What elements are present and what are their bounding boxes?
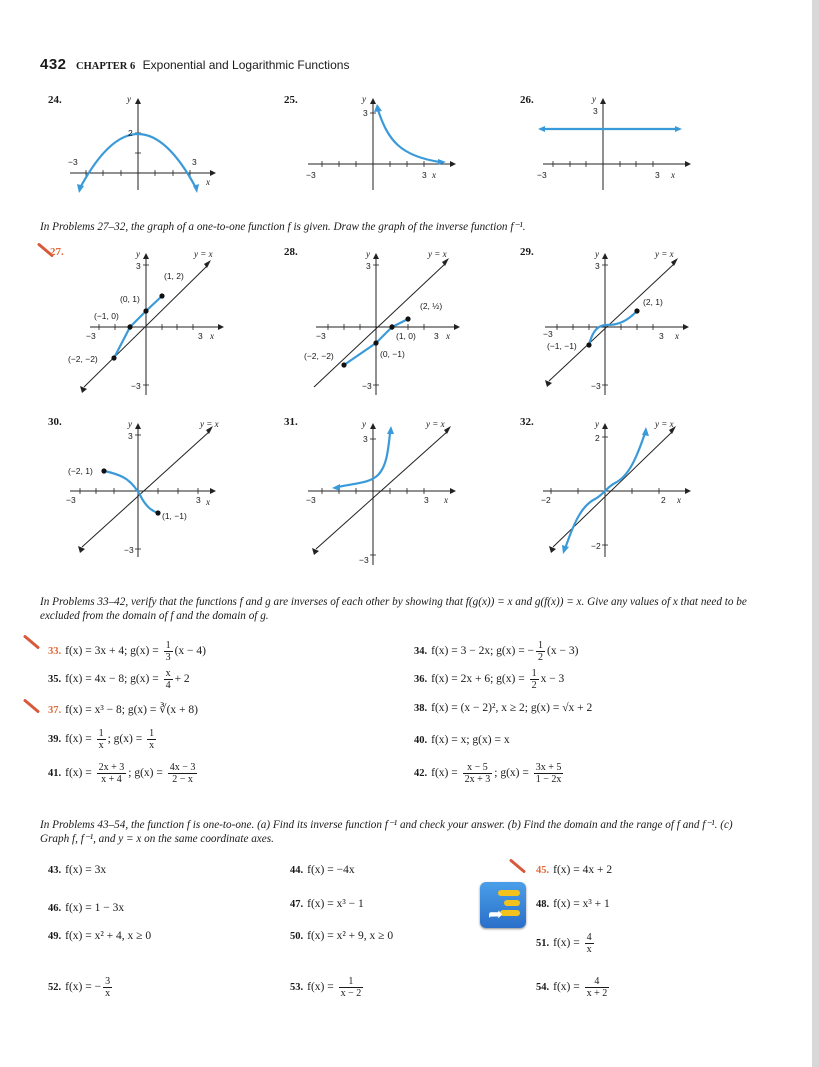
x-arrow-icon <box>450 161 456 167</box>
problem-33 <box>48 640 206 663</box>
x-tick-pos-label: 2 <box>661 495 666 505</box>
problem-number: 42. <box>414 768 428 780</box>
point-label: (−2, −2) <box>68 354 98 364</box>
expr: f(x) = 4x − 8; g(x) = <box>65 673 162 686</box>
y-axis-label: y <box>592 94 596 104</box>
x-tick-neg-label: −3 <box>306 170 316 180</box>
fraction: $\frac{3}{x}$ <box>105 976 111 999</box>
problem-38 <box>414 702 592 714</box>
expr: ; g(x) = <box>494 767 532 780</box>
expr: f(x) = x³ − 8; g(x) = ∛(x + 8) <box>65 704 198 716</box>
expr: f(x) = x; g(x) = x <box>431 734 510 746</box>
problem-number: 35. <box>48 674 62 686</box>
x-arrow-icon <box>218 324 224 330</box>
problem-number-27: 27. <box>50 246 64 258</box>
problem-number: 38. <box>414 703 428 714</box>
problem-43 <box>48 864 106 876</box>
expr: (x − 4) <box>174 645 206 658</box>
y-tick-label: 3 <box>363 108 368 118</box>
identity-line <box>314 263 446 387</box>
problem-number: 36. <box>414 674 428 686</box>
fraction: $\frac{2x + 3}{x + 4}$ <box>98 762 125 785</box>
y-tick-label: 3 <box>128 431 133 441</box>
line-arrow-icon <box>78 546 85 553</box>
y-tick-neg-label: −3 <box>362 381 372 391</box>
x-arrow-icon <box>210 170 216 176</box>
problem-46 <box>48 902 124 914</box>
problem-number: 48. <box>536 899 550 910</box>
y-tick-label: 2 <box>128 128 133 138</box>
x-arrow-icon <box>210 488 216 494</box>
expr: f(x) = <box>553 981 583 994</box>
y-axis-label: y <box>595 419 599 429</box>
y-axis-label: y <box>366 249 370 259</box>
identity-line-label: y = x <box>426 419 445 429</box>
problem-37 <box>48 702 198 716</box>
curve-30 <box>104 471 158 513</box>
x-tick-neg-label: −3 <box>306 495 316 505</box>
curve-25 <box>378 110 440 162</box>
expr: f(x) = 2x + 6; g(x) = <box>431 673 528 686</box>
instructions-27-32: In Problems 27–32, the graph of a one-to-one function f is given. Draw the graph of the inverse function f⁻¹. <box>40 221 526 233</box>
x-tick-pos-label: 3 <box>659 331 664 341</box>
x-axis-label: x <box>432 170 436 180</box>
y-tick-label: 3 <box>366 261 371 271</box>
instructions-43-54: In Problems 43–54, the function f is one-to-one. (a) Find its inverse function f⁻¹ and check your answer. (b) Find the domain and the range of f and f⁻¹. (c) Graph f, f⁻¹, and y = x on the same coordinate axes. <box>40 819 733 845</box>
problem-number: 49. <box>48 931 62 942</box>
problem-number-31: 31. <box>284 416 298 428</box>
problem-number: 46. <box>48 903 62 914</box>
expr: f(x) = x² + 4, x ≥ 0 <box>65 930 152 942</box>
problem-number: 52. <box>48 982 62 994</box>
line-arrow-icon <box>204 260 211 268</box>
curve-arrow-icon <box>332 484 340 491</box>
identity-line-label: y = x <box>655 249 674 259</box>
y-tick-neg-label: −2 <box>591 541 601 551</box>
x-arrow-icon <box>450 488 456 494</box>
x-tick-neg-label: −3 <box>316 331 326 341</box>
problem-number: 43. <box>48 865 62 876</box>
problem-number-25: 25. <box>284 94 298 106</box>
x-arrow-icon <box>454 324 460 330</box>
x-axis-label: x <box>675 331 679 341</box>
chapter-label: CHAPTER 6 <box>75 61 136 72</box>
graph-31 <box>300 415 470 570</box>
pencil-check-mark-icon <box>509 858 526 873</box>
y-axis-label: y <box>595 249 599 259</box>
x-tick-neg-label: −3 <box>86 331 96 341</box>
expr: x − 3 <box>540 673 565 686</box>
expr: f(x) = <box>65 733 95 746</box>
fraction: $\frac{1}{2}$ <box>531 668 537 691</box>
line-arrow-icon <box>549 546 556 553</box>
x-arrow-icon <box>685 161 691 167</box>
problem-53 <box>290 976 365 999</box>
problem-number-26: 26. <box>520 94 534 106</box>
problem-50 <box>290 930 393 942</box>
graph-25 <box>300 90 460 200</box>
problem-51 <box>536 932 596 955</box>
curve-arrow-icon <box>675 126 682 132</box>
x-axis-label: x <box>677 495 681 505</box>
expr: f(x) = x² + 9, x ≥ 0 <box>307 930 394 942</box>
expr: f(x) = 3x + 4; g(x) = <box>65 645 162 658</box>
problem-number: 50. <box>290 931 304 942</box>
y-axis-label: y <box>127 94 131 104</box>
page-edge <box>812 0 819 1067</box>
fraction: $\frac{4}{x}$ <box>586 932 592 955</box>
problem-number: 44. <box>290 865 304 876</box>
pencil-check-mark-icon <box>23 698 40 713</box>
x-axis-label: x <box>206 497 210 507</box>
expr: ; g(x) = <box>107 733 146 746</box>
point-label: (2, ½) <box>420 301 443 311</box>
problem-number-32: 32. <box>520 416 534 428</box>
x-axis-label: x <box>446 331 450 341</box>
problem-48 <box>536 898 610 910</box>
x-tick-pos-label: 3 <box>192 157 197 167</box>
expr: f(x) = x³ + 1 <box>553 898 610 910</box>
problem-number: 33. <box>48 646 62 658</box>
expr: f(x) = 3 − 2x; g(x) = − <box>431 645 535 658</box>
identity-line-label: y = x <box>200 419 219 429</box>
point-label: (−2, −2) <box>304 351 334 361</box>
fraction: $\frac{1}{2}$ <box>538 640 544 663</box>
graph-24 <box>60 90 220 200</box>
line-arrow-icon <box>312 548 319 555</box>
line-arrow-icon <box>671 258 678 266</box>
x-tick-pos-label: 3 <box>196 495 201 505</box>
problem-number: 54. <box>536 982 550 994</box>
problem-40 <box>414 734 510 746</box>
y-tick-label: 3 <box>595 261 600 271</box>
problem-49 <box>48 930 151 942</box>
fraction: $\frac{x - 5}{2x + 3}$ <box>464 762 491 785</box>
identity-line <box>316 431 448 549</box>
expr: f(x) = −4x <box>307 864 355 876</box>
x-tick-pos-label: 3 <box>422 170 427 180</box>
y-arrow-icon <box>370 98 376 104</box>
problem-number-29: 29. <box>520 246 534 258</box>
x-axis-label: x <box>210 331 214 341</box>
graph-29 <box>535 245 705 400</box>
y-arrow-icon <box>602 253 608 259</box>
problem-52 <box>48 976 114 999</box>
fraction: $\frac{4}{x + 2}$ <box>586 976 608 999</box>
point-label: (1, 2) <box>164 271 184 281</box>
problem-41 <box>48 762 199 785</box>
fraction: $\frac{3x + 5}{1 - 2x}$ <box>535 762 562 785</box>
graph-28 <box>296 245 466 400</box>
y-arrow-icon <box>143 253 149 259</box>
problem-44 <box>290 864 355 876</box>
y-arrow-icon <box>373 253 379 259</box>
expr: (x − 3) <box>547 645 579 658</box>
curve-arrow-icon <box>77 184 84 193</box>
x-tick-neg-label: −3 <box>543 329 553 339</box>
problem-35 <box>48 668 190 691</box>
y-tick-label: 2 <box>595 433 600 443</box>
x-axis-label: x <box>444 495 448 505</box>
problem-number: 45. <box>536 865 550 876</box>
expr: f(x) = 4x + 2 <box>553 864 613 876</box>
fraction: $\frac{4x - 3}{2 - x}$ <box>169 762 196 785</box>
expr: f(x) = − <box>65 981 102 994</box>
expr: f(x) = <box>553 937 583 950</box>
problem-42 <box>414 762 565 785</box>
y-tick-neg-label: −3 <box>591 381 601 391</box>
curve-arrow-icon <box>562 545 569 554</box>
expr: ; g(x) = <box>128 767 166 780</box>
problem-number-30: 30. <box>48 416 62 428</box>
y-tick-label: 3 <box>363 434 368 444</box>
y-axis-label: y <box>128 419 132 429</box>
expr: f(x) = <box>307 981 337 994</box>
y-tick-label: 3 <box>593 106 598 116</box>
expr: f(x) = <box>431 767 461 780</box>
expr: f(x) = x³ − 1 <box>307 898 364 910</box>
x-axis-label: x <box>671 170 675 180</box>
y-axis-label: y <box>362 94 366 104</box>
graph-26 <box>535 90 695 200</box>
x-tick-neg-label: −3 <box>68 157 78 167</box>
curve-arrow-icon <box>387 426 394 434</box>
graph-30 <box>60 415 230 570</box>
fraction: $\frac{1}{3}$ <box>165 640 171 663</box>
x-tick-neg-label: −2 <box>541 495 551 505</box>
identity-line-label: y = x <box>655 419 674 429</box>
problem-number: 40. <box>414 735 428 746</box>
problem-47 <box>290 898 364 910</box>
problem-34 <box>414 640 578 663</box>
fraction: $\frac{x}{4}$ <box>165 668 171 691</box>
problem-number: 47. <box>290 899 304 910</box>
y-arrow-icon <box>370 423 376 429</box>
curve-arrow-icon <box>538 126 545 132</box>
page-header <box>40 56 349 74</box>
problem-number: 41. <box>48 768 62 780</box>
problem-number: 53. <box>290 982 304 994</box>
expr: f(x) = 3x <box>65 864 107 876</box>
line-arrow-icon <box>442 258 449 266</box>
x-arrow-icon <box>683 324 689 330</box>
pencil-check-mark-icon <box>23 634 40 649</box>
y-tick-neg-label: −3 <box>131 381 141 391</box>
problem-number-28: 28. <box>284 246 298 258</box>
expr: f(x) = <box>65 767 95 780</box>
y-arrow-icon <box>602 423 608 429</box>
y-arrow-icon <box>135 423 141 429</box>
problem-number-24: 24. <box>48 94 62 106</box>
expr: f(x) = 1 − 3x <box>65 902 125 914</box>
expr: f(x) = (x − 2)², x ≥ 2; g(x) = √x + 2 <box>431 702 593 714</box>
curve-arrow-icon <box>374 104 382 112</box>
curve-29 <box>589 311 637 345</box>
problem-39 <box>48 728 158 751</box>
identity-line-label: y = x <box>428 249 447 259</box>
x-tick-pos-label: 3 <box>198 331 203 341</box>
x-tick-neg-label: −3 <box>537 170 547 180</box>
x-axis-label: x <box>206 177 210 187</box>
point-label: (1, −1) <box>162 511 187 521</box>
point-label: (2, 1) <box>643 297 663 307</box>
point-label: (0, 1) <box>120 294 140 304</box>
line-arrow-icon <box>444 426 451 434</box>
x-tick-pos-label: 3 <box>424 495 429 505</box>
problem-54 <box>536 976 611 999</box>
problem-number: 51. <box>536 938 550 950</box>
identity-line <box>549 263 675 381</box>
identity-line <box>82 431 210 547</box>
app-shortcut-icon[interactable]: ➦ <box>480 882 526 928</box>
point-label: (−2, 1) <box>68 466 93 476</box>
problem-number: 34. <box>414 646 428 658</box>
x-tick-pos-label: 3 <box>434 331 439 341</box>
fraction: $\frac{1}{x}$ <box>149 728 155 751</box>
problem-number: 37. <box>48 705 62 716</box>
y-axis-label: y <box>362 419 366 429</box>
fraction: $\frac{1}{x}$ <box>98 728 104 751</box>
problem-number: 39. <box>48 734 62 746</box>
x-tick-pos-label: 3 <box>655 170 660 180</box>
y-arrow-icon <box>135 98 141 104</box>
curve-arrow-icon <box>642 427 649 436</box>
page-number: 432 <box>40 56 67 73</box>
y-tick-neg-label: −3 <box>124 545 134 555</box>
fraction: $\frac{1}{x - 2}$ <box>340 976 362 999</box>
point-label: (1, 0) <box>396 331 416 341</box>
expr: + 2 <box>174 673 190 686</box>
problem-45 <box>536 864 612 876</box>
point-label: (−1, 0) <box>94 311 119 321</box>
y-axis-label: y <box>136 249 140 259</box>
y-arrow-icon <box>600 98 606 104</box>
line-arrow-icon <box>80 386 87 393</box>
graph-32 <box>535 415 705 570</box>
y-tick-label: 3 <box>136 261 141 271</box>
x-arrow-icon <box>685 488 691 494</box>
line-arrow-icon <box>545 380 552 387</box>
instructions-33-42: In Problems 33–42, verify that the functions f and g are inverses of each other by showing that f(g(x)) = x and g(f(x)) = x. Give any values of x that need to be excluded from the domain of f and the domain of g. <box>40 596 747 622</box>
x-tick-neg-label: −3 <box>66 495 76 505</box>
chapter-title: Exponential and Logarithmic Functions <box>142 58 350 72</box>
problem-36 <box>414 668 564 691</box>
y-tick-neg-label: −3 <box>359 555 369 565</box>
graph-27 <box>60 245 230 400</box>
identity-line-label: y = x <box>194 249 213 259</box>
point-label: (−1, −1) <box>547 341 577 351</box>
point-label: (0, −1) <box>380 349 405 359</box>
